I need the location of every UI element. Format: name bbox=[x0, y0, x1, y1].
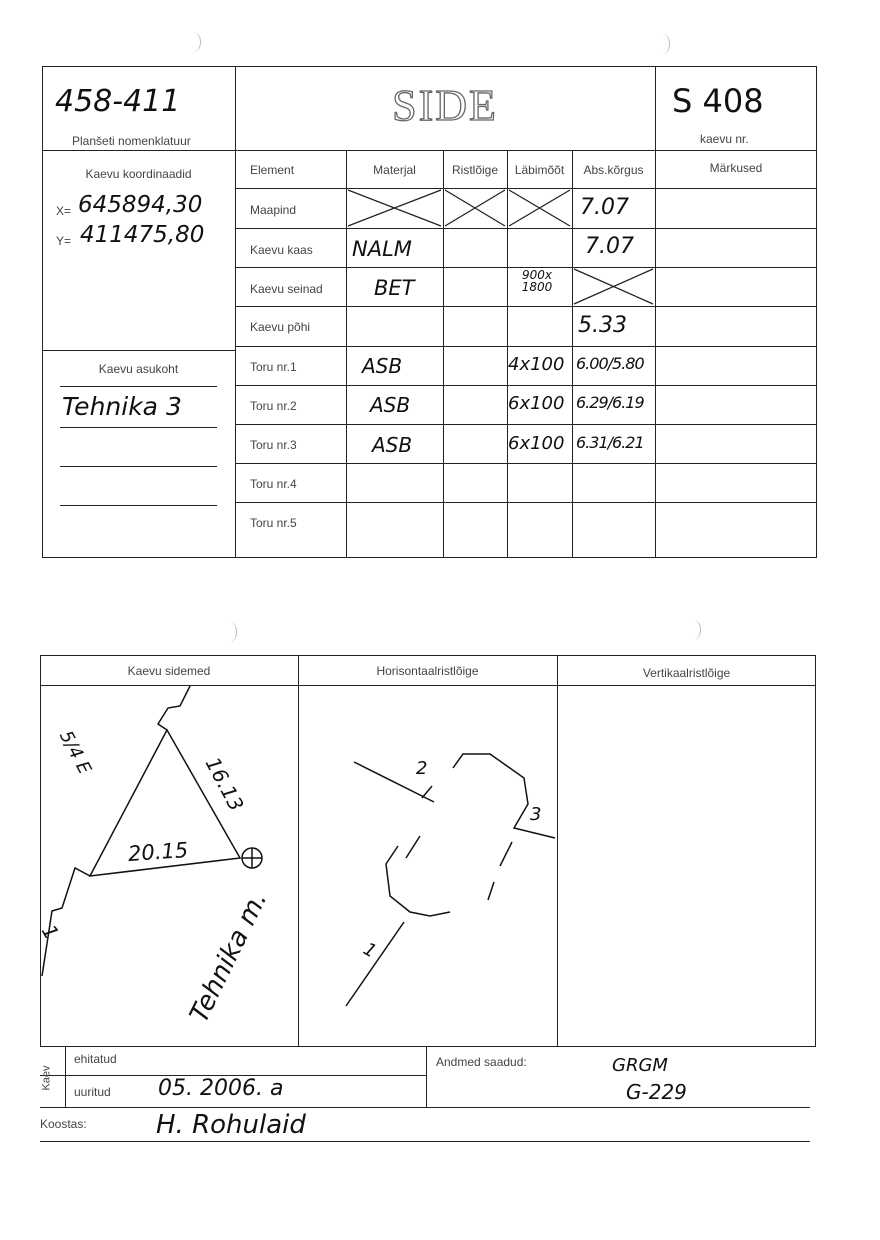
row-label: Toru nr.1 bbox=[250, 360, 297, 374]
surveyed-date-value: 05. 2006. a bbox=[158, 1076, 284, 1101]
cross-mark bbox=[574, 269, 653, 304]
material-value: ASB bbox=[372, 433, 413, 457]
row-label: Kaevu kaas bbox=[250, 243, 313, 257]
pipe-number: 1 bbox=[359, 938, 380, 963]
abs-height-value: 7.07 bbox=[580, 195, 629, 220]
punch-hole bbox=[222, 622, 237, 642]
diameter-value: 900x 1800 bbox=[521, 268, 553, 294]
coordinates-label: Kaevu koordinaadid bbox=[85, 167, 192, 181]
row-label: Maapind bbox=[250, 203, 297, 217]
pipe-number: 2 bbox=[416, 758, 428, 779]
header-notes: Märkused bbox=[709, 161, 763, 175]
cross-mark bbox=[445, 190, 505, 226]
abs-height-value: 6.29/6.19 bbox=[576, 393, 644, 412]
row-label: Kaevu põhi bbox=[250, 320, 311, 334]
diameter-value: 4x100 bbox=[508, 354, 565, 375]
compiled-label: Koostas: bbox=[40, 1117, 87, 1131]
page-title: SIDE bbox=[392, 81, 498, 130]
row-label: Kaevu seinad bbox=[250, 282, 323, 296]
horizontal-section-sketch bbox=[298, 686, 557, 1046]
well-number-label: kaevu nr. bbox=[700, 132, 749, 146]
x-coordinate-value: 645894,30 bbox=[78, 192, 203, 218]
data-from-value: G-229 bbox=[626, 1080, 687, 1104]
horizontal-section-label: Horisontaalristlõige bbox=[376, 664, 479, 678]
row-label: Toru nr.2 bbox=[250, 399, 297, 413]
abs-height-value: 6.00/5.80 bbox=[576, 354, 644, 373]
tie-label: 20.15 bbox=[127, 837, 189, 867]
header-material: Materjal bbox=[373, 163, 416, 177]
header-element: Element bbox=[250, 163, 295, 177]
diameter-value: 6x100 bbox=[508, 433, 565, 454]
header-diameter: Läbimõõt bbox=[514, 163, 565, 177]
divider bbox=[65, 1047, 66, 1107]
compiled-by-value: H. Rohulaid bbox=[156, 1110, 306, 1140]
abs-height-value: 5.33 bbox=[578, 313, 627, 338]
pipe-number: 1 bbox=[36, 920, 64, 944]
built-label: ehitatud bbox=[74, 1052, 117, 1066]
well-outline bbox=[386, 846, 450, 916]
tie-label: 16.13 bbox=[200, 753, 249, 815]
location-label: Kaevu asukoht bbox=[98, 362, 179, 376]
tie-label: 5/4 E bbox=[54, 727, 96, 778]
material-value: ASB bbox=[362, 354, 403, 378]
location-value: Tehnika 3 bbox=[62, 392, 182, 421]
row-label: Toru nr.4 bbox=[250, 477, 297, 491]
abs-height-value: 7.07 bbox=[585, 234, 634, 259]
divider bbox=[40, 1107, 810, 1108]
material-value: NALM bbox=[352, 237, 412, 261]
data-from-label: Andmed saadud: bbox=[436, 1055, 527, 1069]
crossed-cells bbox=[0, 0, 880, 600]
punch-hole bbox=[686, 620, 701, 640]
divider bbox=[40, 1141, 810, 1142]
surveyed-label: uuritud bbox=[74, 1085, 111, 1099]
abs-height-value: 6.31/6.21 bbox=[576, 433, 644, 452]
kaev-label: Kaev bbox=[40, 1065, 53, 1091]
building-outline bbox=[158, 686, 190, 730]
cross-mark bbox=[348, 190, 441, 226]
nomenclature-label: Planšeti nomenklatuur bbox=[72, 134, 191, 148]
y-coordinate-value: 411475,80 bbox=[80, 222, 205, 248]
pipe-line bbox=[346, 922, 404, 1006]
material-value: BET bbox=[374, 276, 415, 300]
data-from-value: GRGM bbox=[612, 1055, 668, 1076]
divider bbox=[557, 655, 558, 1047]
building-outline bbox=[42, 868, 90, 976]
well-number-value: S 408 bbox=[672, 82, 764, 120]
connections-label: Kaevu sidemed bbox=[127, 664, 211, 678]
well-outline bbox=[453, 754, 555, 838]
row-label: Toru nr.5 bbox=[250, 516, 297, 530]
y-label: Y= bbox=[56, 234, 72, 248]
divider bbox=[426, 1047, 427, 1107]
street-label: Tehnika m. bbox=[184, 886, 274, 1028]
cross-mark bbox=[509, 190, 570, 226]
nomenclature-value: 458-411 bbox=[55, 84, 181, 119]
header-abs-height: Abs.kõrgus bbox=[583, 163, 644, 177]
diameter-value: 6x100 bbox=[508, 393, 565, 414]
pipe-number: 3 bbox=[530, 804, 542, 825]
vertical-section-label: Vertikaalristlõige bbox=[642, 666, 731, 680]
row-label: Toru nr.3 bbox=[250, 438, 297, 452]
x-label: X= bbox=[56, 204, 72, 218]
material-value: ASB bbox=[370, 393, 411, 417]
header-cross-section: Ristlõige bbox=[451, 163, 499, 177]
